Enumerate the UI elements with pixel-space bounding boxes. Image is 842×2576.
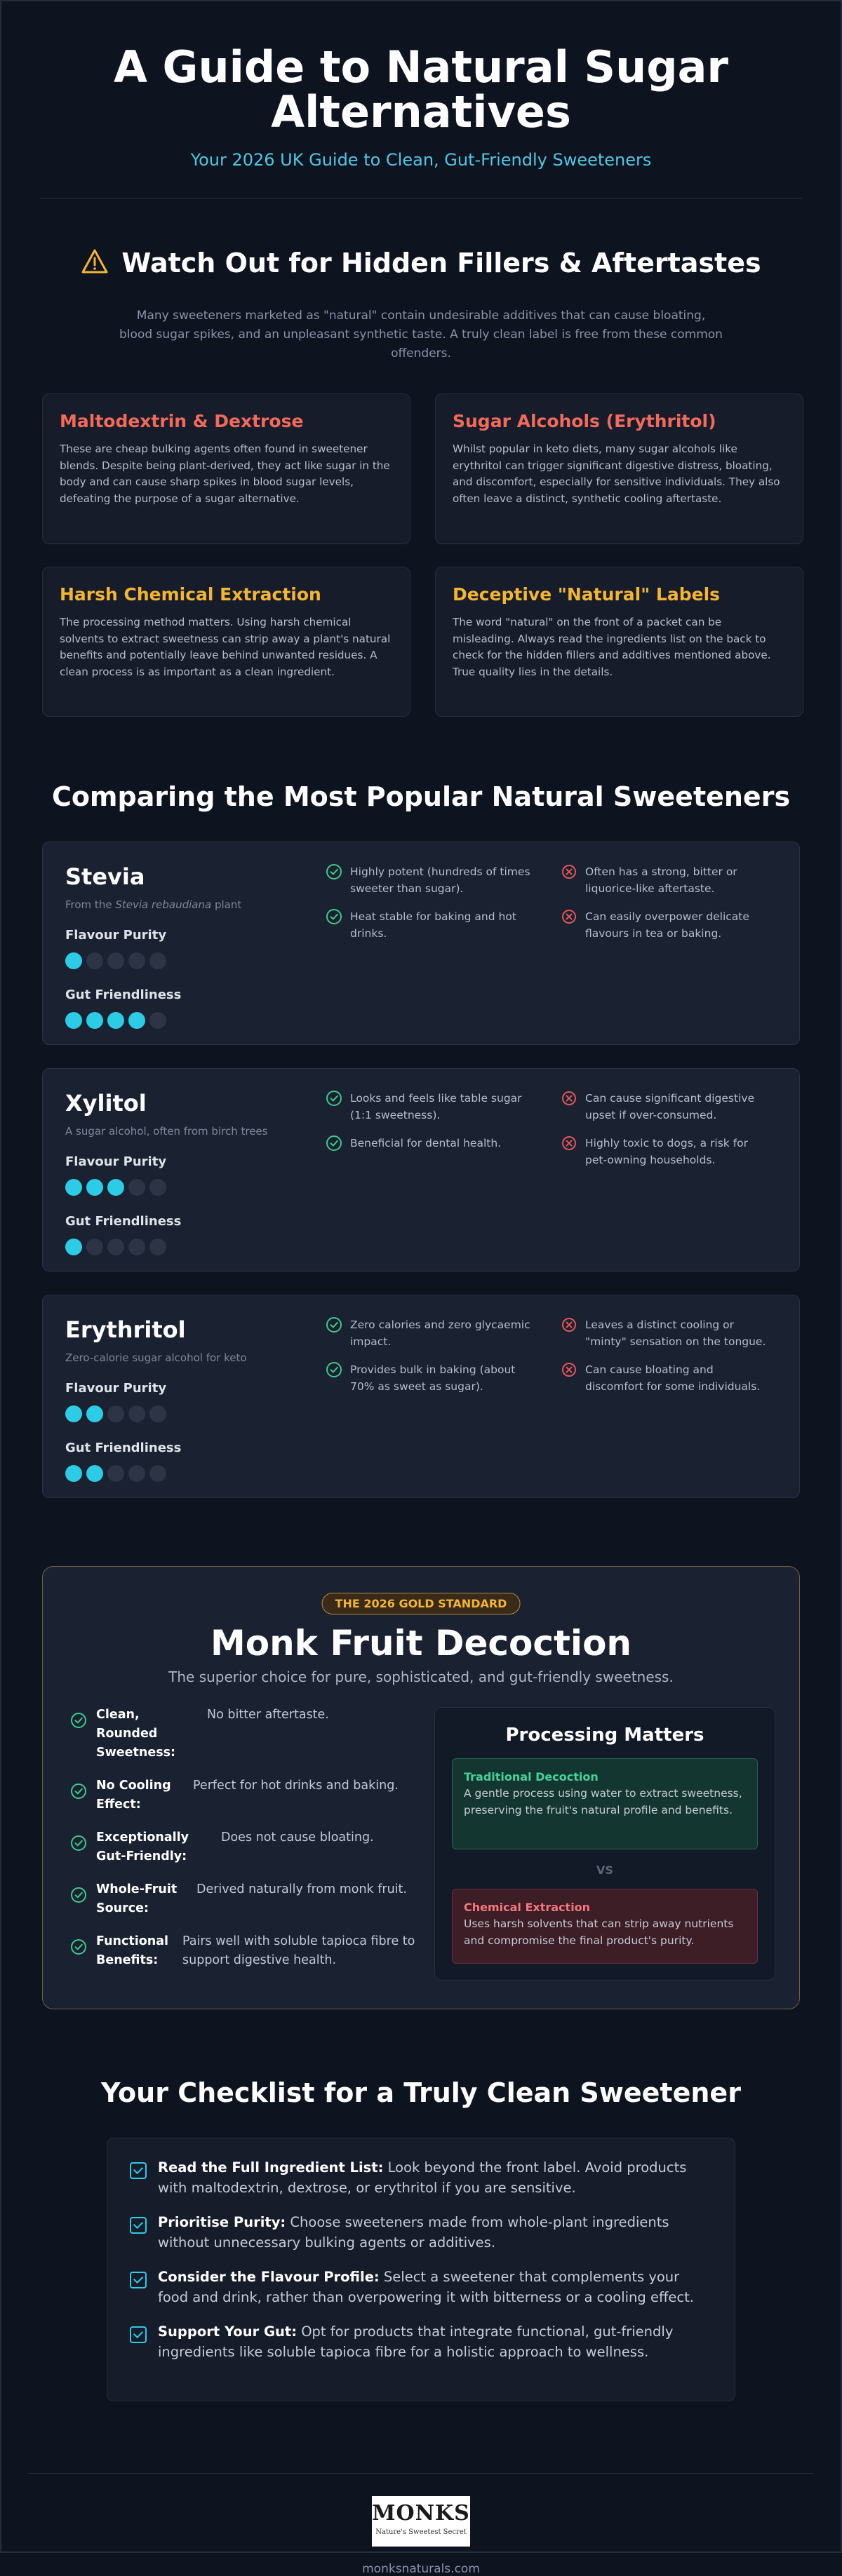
checkbox-icon [130, 2162, 147, 2179]
comparison-title: Comparing the Most Popular Natural Sweeteners [51, 781, 791, 812]
processing-title: Processing Matters [505, 1725, 704, 1746]
con-text: Often has a strong, bitter or liquorice-like aftertaste. [585, 865, 737, 895]
rating-dot [128, 1465, 145, 1482]
rating-dot [86, 1465, 103, 1482]
traditional-decoction-title: Traditional Decoction [464, 1770, 599, 1783]
flavour-purity-rating [65, 1405, 297, 1422]
benefit-description: No bitter aftertaste. [207, 1708, 329, 1722]
sweetener-description [65, 898, 297, 911]
flavour-purity-rating [65, 952, 297, 969]
sweetener-info [65, 1090, 297, 1255]
warning-card-title: Deceptive "Natural" Labels [453, 584, 721, 605]
page-title: A Guide to Natural Sugar Alternatives [113, 41, 729, 137]
rating-dot [149, 1012, 166, 1029]
logo-wordmark [372, 2502, 470, 2526]
chemical-extraction-title: Chemical Extraction [464, 1901, 591, 1914]
benefit-item [69, 1828, 434, 1866]
rating-dot [107, 952, 124, 969]
cons-list [560, 863, 770, 953]
flavour-purity-rating [65, 1179, 297, 1196]
checklist-item [130, 2158, 714, 2198]
benefit-description: Derived naturally from monk fruit. [196, 1882, 407, 1896]
pro-text: Beneficial for dental health. [350, 1137, 502, 1149]
gold-standard-badge: THE 2026 GOLD STANDARD [322, 1593, 521, 1614]
flavour-purity-label: Flavour Purity [65, 1154, 167, 1169]
gut-friendliness-label: Gut Friendliness [65, 1441, 182, 1455]
check-icon [325, 1361, 343, 1379]
rating-dot [149, 1239, 166, 1255]
benefit-description: Pairs well with soluble tapioca fibre to support digestive health. [182, 1934, 415, 1967]
checkbox-icon [130, 2217, 147, 2234]
benefit-item [69, 1706, 434, 1762]
checklist-item-text: Select a sweetener that complements your food and drink, rather than overpowering it with bitterness or a cooling effect. [158, 2269, 694, 2305]
rating-dot [86, 1239, 103, 1255]
check-icon [69, 1782, 89, 1802]
warning-card-text: Whilst popular in keto diets, many sugar alcohols like erythritol can trigger significant digestive distress, bloating, and discomfort, especially for sensitive individuals. They also often leave a distinct, synthetic cooling aftertaste. [453, 443, 780, 505]
sweetener-card-stevia [42, 842, 800, 1045]
warning-intro: Many sweeteners marketed as "natural" contain undesirable additives that can cause bloating, blood sugar spikes, and an unpleasant synthetic taste. A truly clean label is free from these common offenders. [119, 309, 723, 360]
rating-dot [128, 952, 145, 969]
con-text: Can cause bloating and discomfort for some individuals. [585, 1363, 761, 1393]
check-icon [325, 1089, 343, 1107]
footer-divider [28, 2473, 814, 2474]
warning-card-text: The word "natural" on the front of a packet can be misleading. Always read the ingredients list on the back to check for the hidden fillers and additives mentioned above. True quality lies in the details. [453, 616, 771, 678]
flavour-purity-label: Flavour Purity [65, 928, 167, 943]
warning-card-title: Maltodextrin & Dextrose [60, 411, 304, 431]
pro-item [325, 1090, 535, 1124]
checklist-text [158, 2322, 714, 2362]
benefit-term: Whole-Fruit Source: [96, 1882, 178, 1915]
rating-dot [107, 1465, 124, 1482]
con-item [560, 1316, 770, 1350]
con-text: Can cause significant digestive upset if over-consumed. [585, 1092, 755, 1121]
cons-list [560, 1090, 770, 1180]
footer [1, 2496, 841, 2576]
con-item [560, 908, 770, 942]
pro-text: Provides bulk in baking (about 70% as sweet as sugar). [350, 1363, 516, 1393]
warning-heading [1, 248, 841, 278]
check-icon [325, 908, 343, 926]
warning-card-title: Sugar Alcohols (Erythritol) [453, 411, 716, 431]
chemical-extraction-text: Uses harsh solvents that can strip away nutrients and compromise the final product's purity. [464, 1917, 734, 1947]
benefit-term: Exceptionally Gut-Friendly: [96, 1830, 189, 1863]
rating-dot [128, 1179, 145, 1196]
gut-friendliness-label: Gut Friendliness [65, 987, 182, 1002]
cons-list [560, 1316, 770, 1406]
pro-item [325, 908, 535, 942]
rating-dot [65, 952, 82, 969]
cross-icon [560, 863, 578, 881]
logo-word: MONKS [372, 2501, 470, 2526]
pro-item [325, 1316, 535, 1350]
description-italic: Stevia rebaudiana [115, 898, 212, 911]
warning-card-title: Harsh Chemical Extraction [60, 584, 321, 605]
footer-website-link[interactable]: monksnaturals.com [362, 2562, 480, 2576]
pros-list [325, 1090, 535, 1164]
checklist-text [158, 2158, 714, 2198]
checklist-item [130, 2213, 714, 2253]
comparison-section [1, 781, 841, 1498]
check-icon [325, 1134, 343, 1152]
con-text: Highly toxic to dogs, a risk for pet-owning households. [585, 1137, 749, 1166]
checklist-title: Your Checklist for a Truly Clean Sweetener [101, 2077, 741, 2108]
benefit-item [69, 1932, 434, 1970]
rating-dot [86, 1405, 103, 1422]
benefit-term: Functional Benefits: [96, 1934, 169, 1967]
monk-title: Monk Fruit Decoction [210, 1623, 632, 1664]
rating-dot [65, 1239, 82, 1255]
rating-dot [149, 1179, 166, 1196]
warning-card [435, 567, 803, 717]
cross-icon [560, 1316, 578, 1334]
rating-dot [86, 1012, 103, 1029]
check-icon [325, 863, 343, 881]
checklist-text [158, 2213, 714, 2253]
checklist-item-title: Support Your Gut: [158, 2324, 297, 2340]
warning-title: Watch Out for Hidden Fillers & Aftertastes [121, 248, 761, 278]
description-suffix: plant [211, 898, 242, 911]
sweetener-name: Erythritol [65, 1316, 186, 1343]
warning-section [1, 248, 841, 717]
checkbox-icon [130, 2272, 147, 2288]
logo-tagline: Nature's Sweetest Secret [375, 2528, 467, 2536]
sweetener-name: Xylitol [65, 1090, 147, 1117]
sweetener-description [65, 1351, 297, 1364]
traditional-decoction-text: A gentle process using water to extract sweetness, preserving the fruit's natural profile and benefits. [464, 1787, 742, 1816]
checklist-item-title: Consider the Flavour Profile: [158, 2269, 380, 2285]
chemical-extraction-box [452, 1889, 758, 1964]
benefit-item [69, 1776, 434, 1814]
check-icon [69, 1834, 89, 1854]
con-text: Leaves a distinct cooling or "minty" sensation on the tongue. [585, 1319, 766, 1348]
rating-dot [149, 952, 166, 969]
rating-dot [149, 1465, 166, 1482]
checklist-text [158, 2267, 714, 2307]
sweetener-name: Stevia [65, 863, 145, 890]
monk-subtitle: The superior choice for pure, sophisticated, and gut-friendly sweetness. [168, 1668, 674, 1685]
rating-dot [107, 1012, 124, 1029]
rating-dot [86, 952, 103, 969]
monks-logo[interactable] [372, 2496, 470, 2547]
pro-text: Highly potent (hundreds of times sweeter than sugar). [350, 865, 530, 895]
sweetener-description [65, 1125, 297, 1138]
con-item [560, 1090, 770, 1124]
pros-list [325, 1316, 535, 1406]
warning-card [435, 393, 803, 544]
flavour-purity-label: Flavour Purity [65, 1381, 167, 1396]
page-subtitle: Your 2026 UK Guide to Clean, Gut-Friendly Sweeteners [190, 150, 652, 170]
gut-friendliness-rating [65, 1465, 297, 1482]
versus-label: VS [596, 1863, 613, 1877]
pro-item [325, 1361, 535, 1395]
check-icon [69, 1711, 89, 1731]
sweetener-info [65, 863, 297, 1029]
checklist-item-title: Prioritise Purity: [158, 2214, 286, 2230]
benefit-description: Perfect for hot drinks and baking. [193, 1779, 399, 1793]
rating-dot [65, 1405, 82, 1422]
pros-list [325, 863, 535, 953]
pro-text: Heat stable for baking and hot drinks. [350, 910, 516, 940]
con-item [560, 1135, 770, 1168]
checklist-section [1, 2077, 841, 2401]
benefit-description: Does not cause bloating. [221, 1830, 374, 1845]
benefit-term: No Cooling Effect: [96, 1779, 171, 1812]
checklist-item-text: Look beyond the front label. Avoid products with maltodextrin, dextrose, or erythritol if you are sensitive. [158, 2159, 687, 2196]
pro-item [325, 1135, 535, 1152]
pro-text: Looks and feels like table sugar (1:1 sweetness). [350, 1092, 522, 1121]
check-icon [325, 1316, 343, 1334]
rating-dot [65, 1465, 82, 1482]
rating-dot [107, 1239, 124, 1255]
rating-dot [86, 1179, 103, 1196]
rating-dot [149, 1405, 166, 1422]
traditional-decoction-box [452, 1758, 758, 1849]
header [1, 1, 841, 170]
pro-item [325, 863, 535, 897]
warning-icon [81, 248, 109, 278]
cross-icon [560, 1089, 578, 1107]
con-text: Can easily overpower delicate flavours in tea or baking. [585, 910, 749, 940]
checklist-item [130, 2322, 714, 2362]
checklist-card [107, 2138, 735, 2401]
cross-icon [560, 908, 578, 926]
description-text: A sugar alcohol, often from birch trees [65, 1125, 268, 1138]
checkbox-icon [130, 2326, 147, 2343]
rating-dot [65, 1012, 82, 1029]
warning-grid [42, 393, 800, 717]
checklist-item [130, 2267, 714, 2307]
rating-dot [128, 1239, 145, 1255]
benefit-item [69, 1880, 434, 1918]
rating-dot [65, 1179, 82, 1196]
warning-card-text: The processing method matters. Using harsh chemical solvents to extract sweetness can strip away a plant's natural benefits and potentially leave behind unwanted residues. A clean process is as important as a clean ingredient. [60, 616, 391, 678]
con-item [560, 863, 770, 897]
monk-benefits-list [69, 1706, 434, 1984]
warning-card [42, 567, 410, 717]
monk-fruit-section [42, 1566, 800, 2009]
processing-panel [434, 1707, 775, 1981]
description-text: From the [65, 898, 116, 911]
pro-text: Zero calories and zero glycaemic impact. [350, 1319, 530, 1348]
check-icon [69, 1938, 89, 1957]
con-item [560, 1361, 770, 1395]
checklist-item-title: Read the Full Ingredient List: [158, 2159, 384, 2176]
gut-friendliness-rating [65, 1239, 297, 1255]
sweetener-card-xylitol [42, 1068, 800, 1272]
check-icon [69, 1886, 89, 1906]
checklist-item-text: Opt for products that integrate functional, gut-friendly ingredients like soluble tapioca fibre for a holistic approach to wellness. [158, 2324, 674, 2360]
rating-dot [128, 1405, 145, 1422]
description-text: Zero-calorie sugar alcohol for keto [65, 1351, 247, 1364]
gut-friendliness-label: Gut Friendliness [65, 1214, 182, 1229]
warning-card-text: These are cheap bulking agents often found in sweetener blends. Despite being plant-derived, they act like sugar in the body and can cause sharp spikes in blood sugar levels, defeating the purpose of a sugar alternative. [60, 443, 390, 505]
rating-dot [107, 1405, 124, 1422]
cross-icon [560, 1134, 578, 1152]
cross-icon [560, 1361, 578, 1379]
sweetener-card-erythritol [42, 1295, 800, 1498]
gut-friendliness-rating [65, 1012, 297, 1029]
warning-card [42, 393, 410, 544]
benefit-term: Clean, Rounded Sweetness: [96, 1708, 176, 1760]
checklist-item-text: Choose sweeteners made from whole-plant ingredients without unnecessary bulking agents or additives. [158, 2214, 669, 2251]
rating-dot [128, 1012, 145, 1029]
rating-dot [107, 1179, 124, 1196]
sweetener-info [65, 1316, 297, 1482]
